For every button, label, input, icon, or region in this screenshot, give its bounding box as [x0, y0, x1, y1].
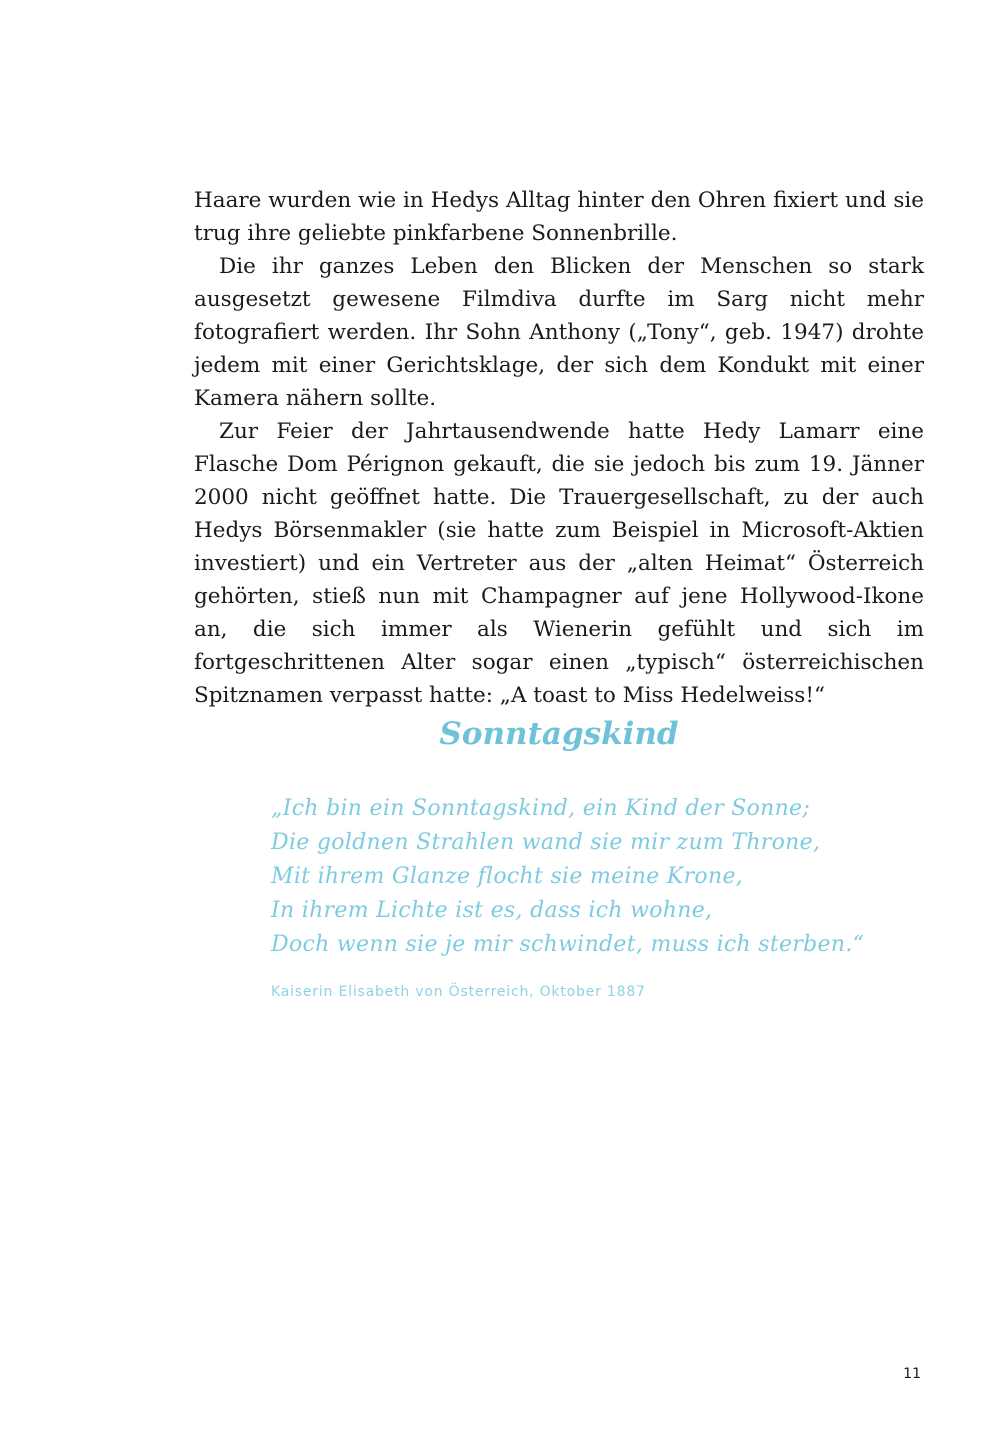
paragraph-champagne-toast: Zur Feier der Jahrtausendwende hatte Hedy Lamarr eine Flasche Dom Pérignon gekauft, die sie jedoch bis zum 19. Jänner 2000 nicht geöffnet hatte. Die Trauergesellschaft, zu der auch Hedys Börsenmakler (sie hatte zum Beispiel in Microsoft-Aktien investiert) und ein Vertreter aus der „alten Heimat“ Österreich gehörten, stieß nun mit Champagner auf jene Hollywood-Ikone an, die sich immer als Wienerin gefühlt und sich im fortgeschrittenen Alter sogar einen „typisch“ österreichischen Spitznamen verpasst hatte: „A toast to Miss Hedelweiss!“ [194, 419, 924, 708]
poem-attribution: Kaiserin Elisabeth von Österreich, Oktober 1887 [271, 984, 646, 1000]
page-number: 11 [903, 1366, 921, 1382]
poem-line: In ihrem Lichte ist es, dass ich wohne, [271, 898, 713, 923]
poem-line: Die goldnen Strahlen wand sie mir zum Throne, [271, 830, 821, 855]
poem-line: Doch wenn sie je mir schwindet, muss ich sterben.“ [271, 932, 865, 957]
poem-line: „Ich bin ein Sonntagskind, ein Kind der Sonne; [271, 796, 811, 821]
paragraph-continuation: Haare wurden wie in Hedys Alltag hinter den Ohren fixiert und sie trug ihre geliebte pinkfarbene Sonnenbrille. [194, 188, 924, 246]
body-text [194, 184, 924, 712]
poem-line: Mit ihrem Glanze flocht sie meine Krone, [271, 864, 744, 889]
poem-quote [271, 792, 911, 962]
section-title: Sonntagskind [439, 716, 679, 752]
paragraph-funeral-photography: Die ihr ganzes Leben den Blicken der Menschen so stark ausgesetzt gewesene Filmdiva durfte im Sarg nicht mehr fotografiert werden. Ihr Sohn Anthony („Tony“, geb. 1947) drohte jedem mit einer Gerichtsklage, der sich dem Kondukt mit einer Kamera nähern sollte. [194, 254, 924, 411]
